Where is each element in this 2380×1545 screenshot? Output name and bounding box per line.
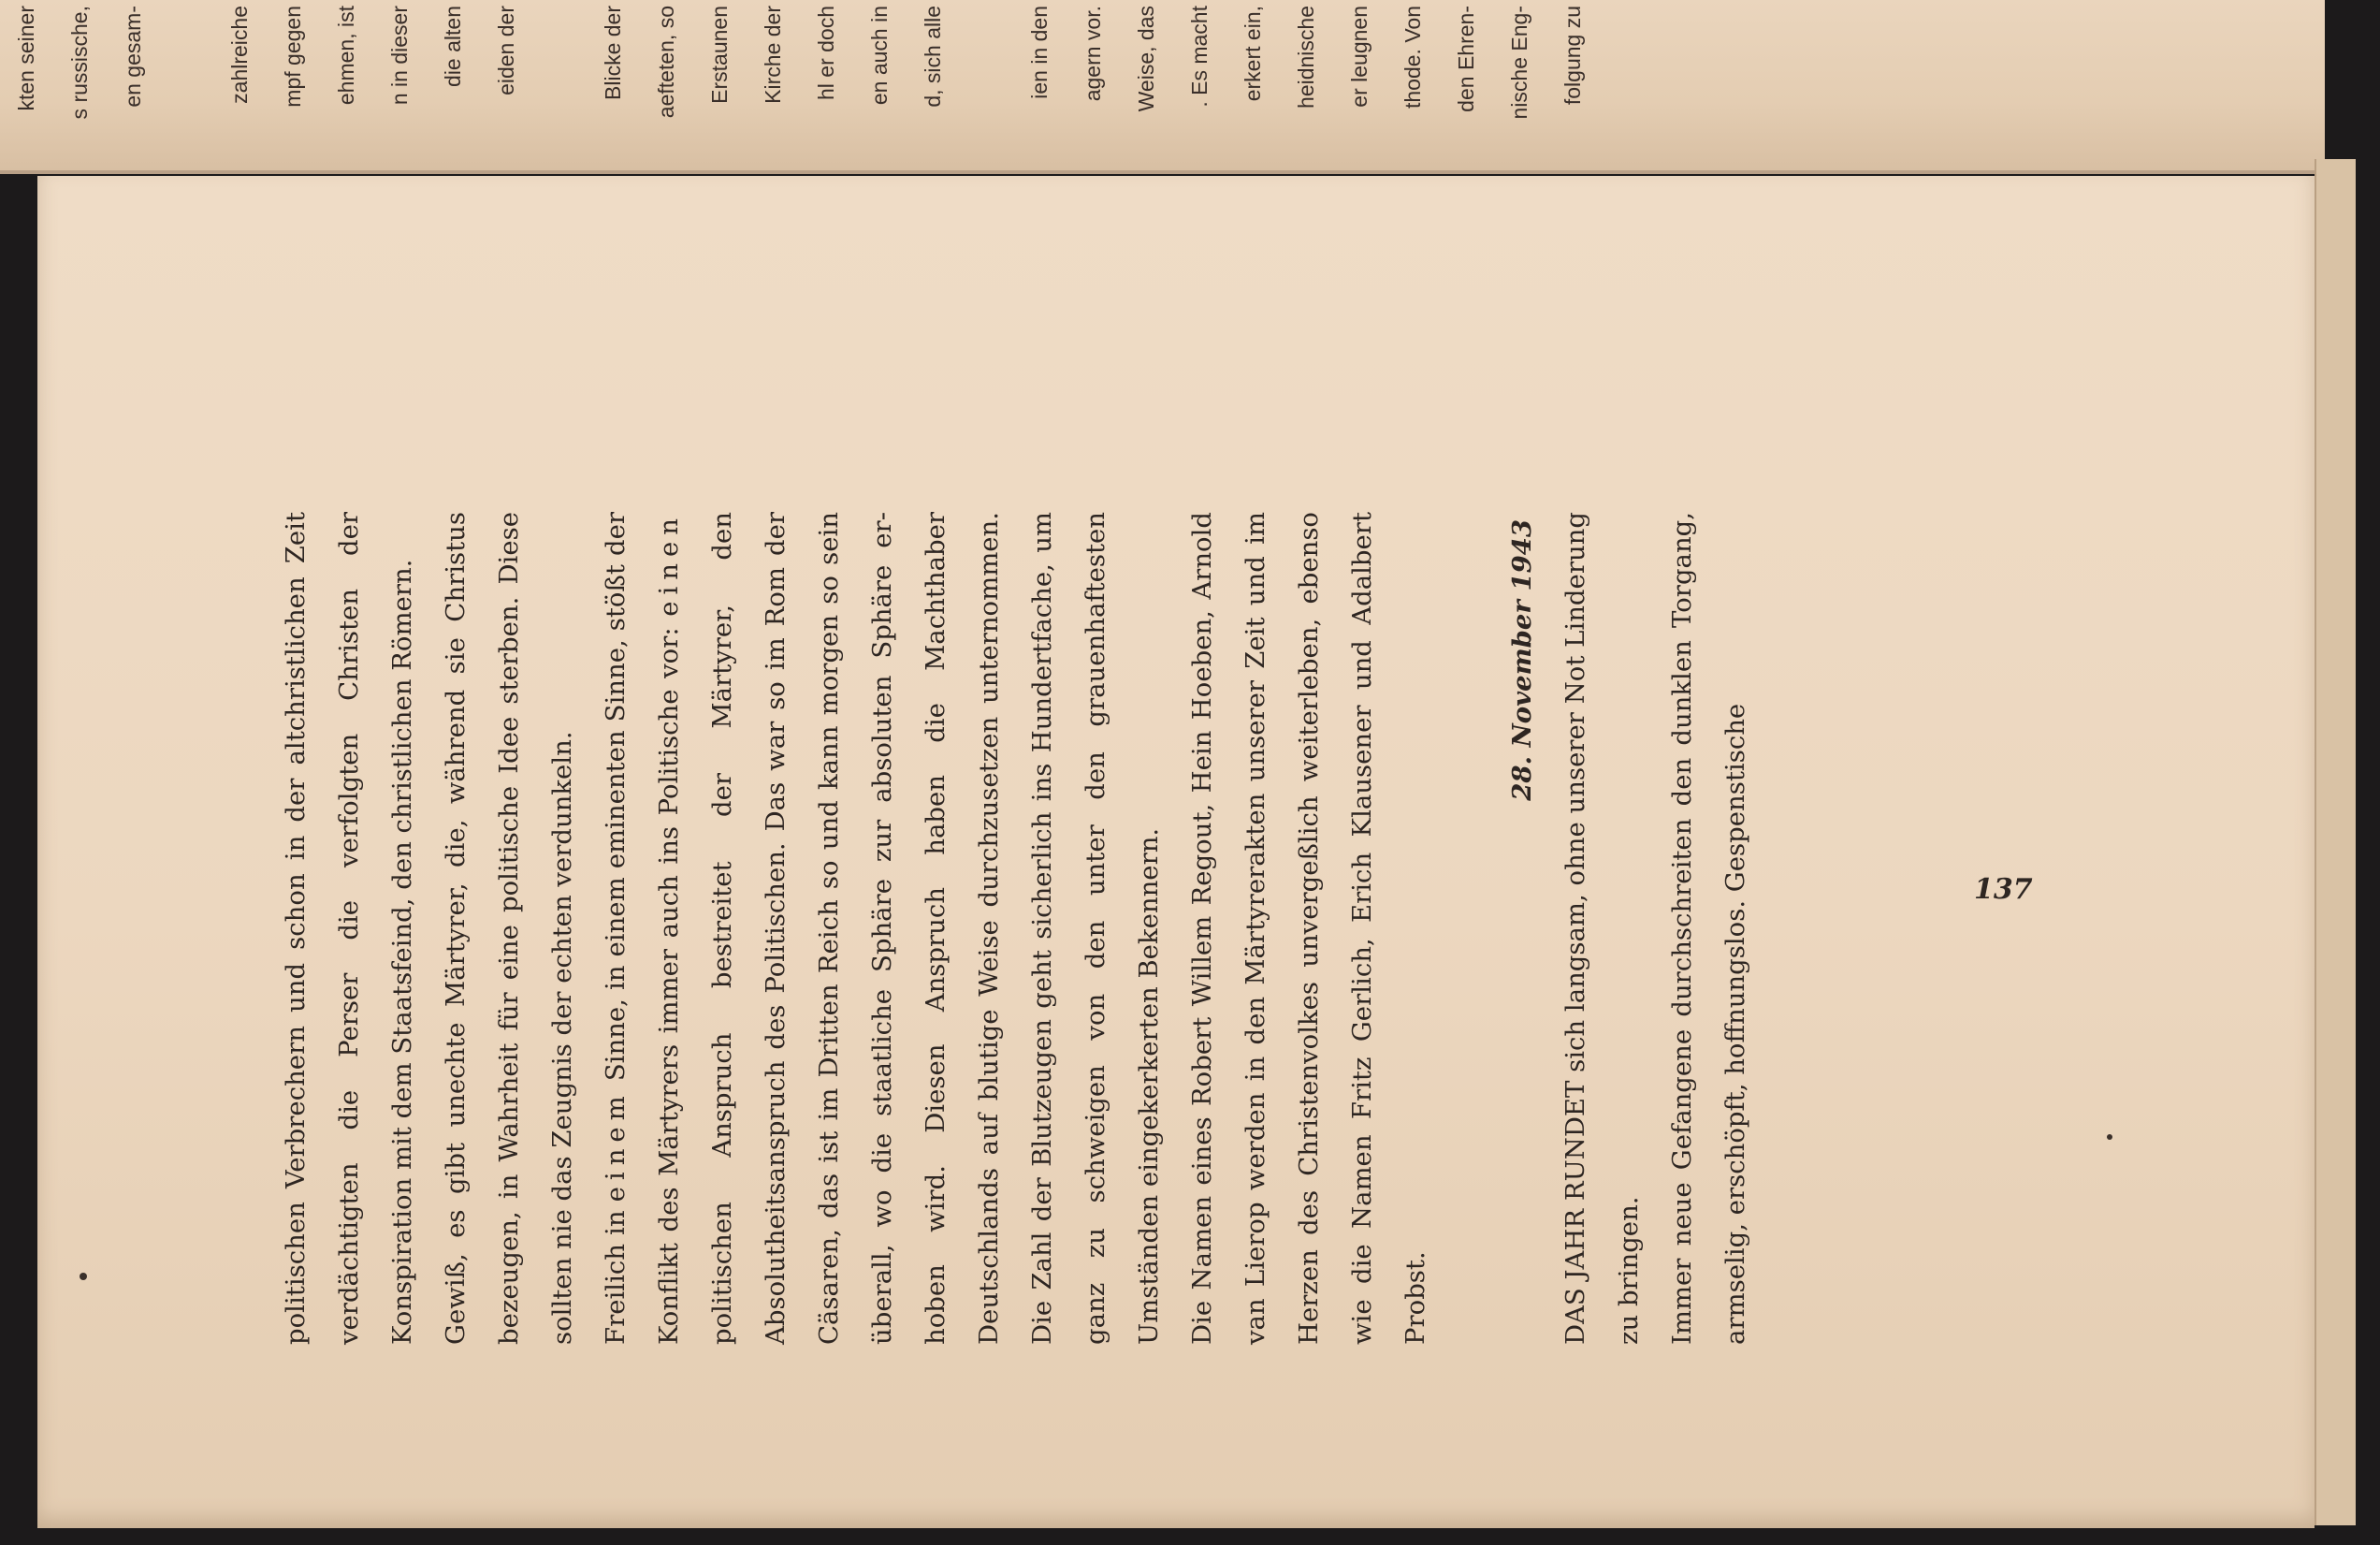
facing-line: aefteten, so — [654, 6, 678, 119]
facing-line: en auch in — [867, 6, 892, 106]
spaced-word: einen — [654, 512, 684, 617]
facing-line: eiden der — [494, 6, 518, 95]
facing-line: den Ehren- — [1454, 6, 1478, 112]
facing-line: agern vor. — [1081, 6, 1105, 102]
paragraph-5: DAS JAHR RUNDET sich langsam, ohne unserer Not Linderung zu bringen. — [1560, 512, 1644, 1345]
text-fragment: Sinne, in einem eminenten Sinne, stößt der Konflikt des Märtyrers immer auch ins Politische vor: — [601, 512, 684, 1345]
rotated-content — [37, 176, 2315, 1528]
facing-line: erkert ein, — [1241, 6, 1265, 102]
facing-line: ehmen, ist — [334, 6, 358, 106]
facing-line: er leugnen — [1347, 6, 1371, 108]
facing-line: . Es macht — [1187, 6, 1212, 108]
book-page — [37, 176, 2315, 1528]
facing-line: heidnische — [1294, 6, 1318, 109]
page-edge — [2315, 159, 2356, 1525]
paragraph-2: Gewiß, es gibt unechte Märtyrer, die, während sie Christus bezeugen, in Wahrheit für eine politische Idee sterben. Diese sollten nie das Zeugnis der echten verdunkeln. — [441, 512, 577, 1345]
facing-line: Blicke der — [601, 6, 625, 100]
facing-line: die alten — [441, 6, 465, 87]
facing-line: folgung zu — [1560, 6, 1585, 106]
facing-line: Erstaunen — [707, 6, 732, 104]
facing-line — [160, 0, 213, 170]
facing-line: Kirche der — [761, 6, 785, 104]
facing-line: Weise, das — [1134, 6, 1158, 112]
paper-speck — [80, 1273, 87, 1280]
facing-line: d, sich alle — [921, 6, 945, 108]
body-text — [269, 512, 1763, 1345]
spaced-word: einem — [601, 1089, 631, 1202]
facing-line: zahlreiche — [227, 6, 252, 104]
facing-line: thode. Von — [1400, 6, 1425, 109]
page-number: 137 — [1974, 873, 2033, 906]
paragraph-4: Die Namen eines Robert Willem Regout, Hein Hoeben, Arnold van Lierop werden in den Märtyrerakten unserer Zeit und im Herzen des Christenvolkes unvergeßlich weiterleben, ebenso wie die Namen Fritz Gerlich, Erich Klausener und Adalbert Probst. — [1187, 512, 1430, 1345]
paper-speck — [2107, 1134, 2112, 1140]
facing-line: en gesam- — [121, 6, 145, 108]
paragraph-1: politischen Verbrechern und schon in der altchristlichen Zeit verdächtigten die Perser die verfolgten Christen der Konspiration mit dem Staatsfeind, den christlichen Römern. — [281, 512, 417, 1345]
facing-line — [533, 0, 587, 170]
text-fragment: Freilich in — [601, 1210, 631, 1345]
facing-line: hl er doch — [814, 6, 838, 101]
text-fragment: politischen Anspruch bestreitet der Märtyrer, den Absolutheitsanspruch des Politischen. Das war so im Rom der Cäsaren, das ist im Dritten Reich so und kann morgen so sein überall, wo die staatliche Sphäre zur absoluten Sphäre erhoben wird. Diesen Anspruch haben die Machthaber Deutschlands auf blutige Weise durchzusetzen unternommen. Die Zahl der Blutzeugen geht sicherlich ins Hundertfache, um ganz zu schweigen von den unter den grauenhaftesten Umständen eingekerkerten Bekennern. — [707, 512, 1164, 1345]
facing-line: nische Eng- — [1507, 6, 1531, 120]
date-heading: 28. November 1943 — [1507, 519, 1537, 801]
facing-line — [960, 0, 1013, 170]
facing-line: mpf gegen — [281, 6, 305, 108]
facing-line: ien in den — [1027, 6, 1052, 99]
facing-page-text — [0, 0, 2325, 170]
facing-page — [0, 0, 2325, 174]
paragraph-6: Immer neue Gefangene durchschreiten den dunklen Torgang, armselig, erschöpft, hoffnungslos. Gespenstische — [1667, 512, 1750, 1345]
facing-line: kten seiner — [14, 6, 38, 111]
facing-line: s russische, — [67, 6, 92, 120]
paragraph-3 — [589, 512, 1176, 1345]
facing-line: n in dieser — [387, 6, 412, 106]
